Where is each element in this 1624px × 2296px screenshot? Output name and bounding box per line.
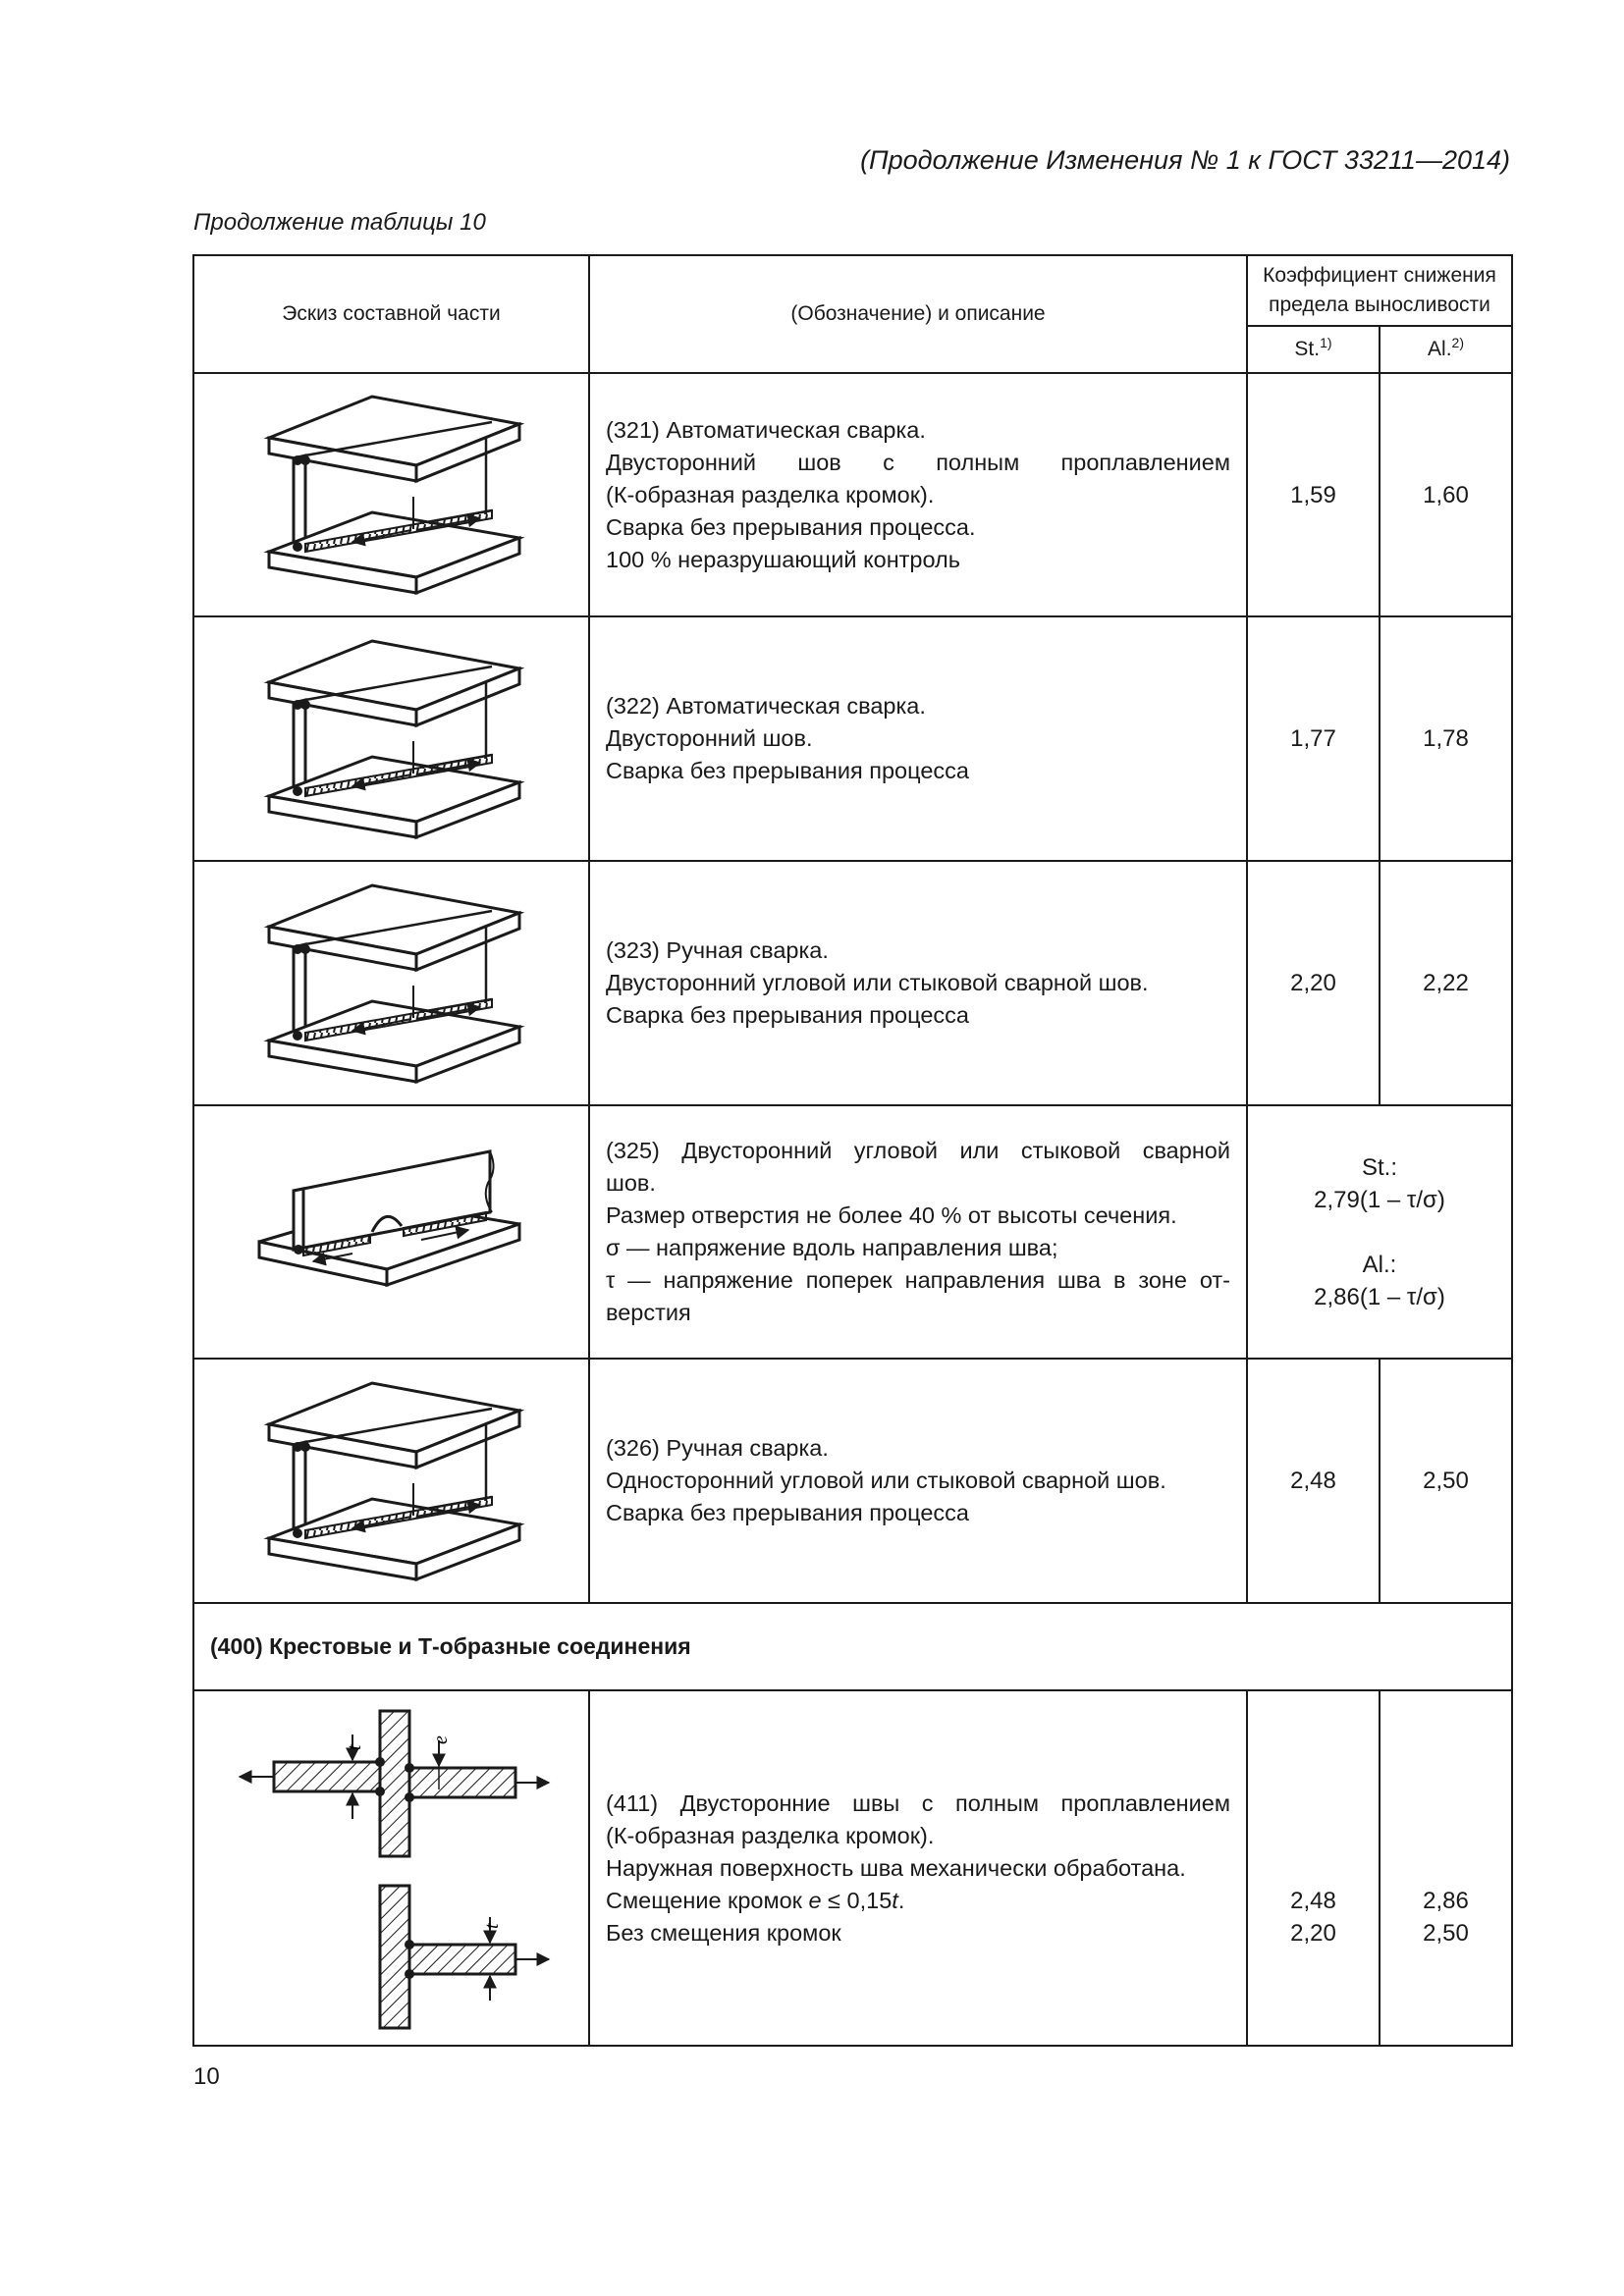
al-value: 2,50 bbox=[1380, 1359, 1512, 1603]
al-formula: 2,86(1 – τ/σ) bbox=[1314, 1283, 1445, 1310]
description-322: (322) Автоматическая сварка. Двусторонний шов. Сварка без прерывания процесса bbox=[589, 616, 1247, 861]
description-325: (325) Двусторонний угловой или стыковой сварной шов. Размер отверстия не более 40 % от высоты сечения. σ — напряжение вдоль направления шва; τ — напряжение поперек направления шва в зоне от- верстия bbox=[589, 1105, 1247, 1359]
ibeam-weld-sketch bbox=[195, 631, 588, 847]
table-row bbox=[193, 373, 1512, 616]
sketch-325 bbox=[193, 1105, 589, 1359]
table-row bbox=[193, 1105, 1512, 1359]
section-title: (400) Крестовые и Т-образные соединения bbox=[193, 1603, 1512, 1690]
web-hole-weld-sketch bbox=[195, 1134, 588, 1330]
header-coefficient: Коэффициент снижения предела выносливости bbox=[1247, 255, 1512, 326]
st-values-411: 2,48 2,20 bbox=[1247, 1690, 1380, 2046]
table-row bbox=[193, 1690, 1512, 2046]
description-326: (326) Ручная сварка. Односторонний угловой или стыковой сварной шов. Сварка без прерывания процесса bbox=[589, 1359, 1247, 1603]
ibeam-weld-sketch bbox=[195, 387, 588, 603]
al-value: 1,60 bbox=[1380, 373, 1512, 616]
al-value: 2,22 bbox=[1380, 861, 1512, 1105]
table-row bbox=[193, 616, 1512, 861]
al-value: 1,78 bbox=[1380, 616, 1512, 861]
sketch-321 bbox=[193, 373, 589, 616]
st-formula-label: St.: bbox=[1361, 1153, 1397, 1181]
label-t-lower: t bbox=[480, 1923, 503, 1929]
header-description: (Обозначение) и описание bbox=[589, 255, 1247, 373]
al-formula-label: Al.: bbox=[1362, 1251, 1397, 1278]
description-321: (321) Автоматическая сварка. Двусторонний шов с полным проплавлением (К-образная разделка кромок). Сварка без прерывания процесса. 100 % неразрушающий контроль bbox=[589, 373, 1247, 616]
page-number: 10 bbox=[193, 2063, 220, 2090]
header-sketch: Эскиз составной части bbox=[193, 255, 589, 373]
description-411: (411) Двусторонние швы с полным проплавлением (К-образная разделка кромок). Наружная поверхность шва механически обработана. Смещение кромок e ≤ 0,15t. Без смещения кромок bbox=[589, 1690, 1247, 2046]
offset-condition: Смещение кромок e ≤ 0,15t. bbox=[606, 1887, 905, 1913]
header-row-top bbox=[193, 255, 1512, 326]
label-t-upper: t bbox=[343, 1744, 365, 1750]
header-al: Al.$^{2)}$ bbox=[1380, 326, 1512, 373]
st-value: 1,59 bbox=[1247, 373, 1380, 616]
st-formula: 2,79(1 – τ/σ) bbox=[1314, 1186, 1445, 1213]
table-row bbox=[193, 1359, 1512, 1603]
sketch-322 bbox=[193, 616, 589, 861]
sketch-326 bbox=[193, 1359, 589, 1603]
cruciform-joint-sketch bbox=[195, 1701, 588, 2035]
header-st: St.$^{1)}$ bbox=[1247, 326, 1380, 373]
section-row bbox=[193, 1603, 1512, 1690]
ibeam-weld-sketch bbox=[195, 876, 588, 1092]
running-head: (Продолжение Изменения № 1 к ГОСТ 33211—2014) bbox=[860, 145, 1510, 175]
st-footnote-mark: 1) bbox=[1320, 335, 1332, 350]
label-e: e bbox=[429, 1735, 452, 1744]
sketch-323 bbox=[193, 861, 589, 1105]
st-value: 2,20 bbox=[1247, 861, 1380, 1105]
st-value: 1,77 bbox=[1247, 616, 1380, 861]
st-value: 2,48 bbox=[1247, 1359, 1380, 1603]
al-footnote-mark: 2) bbox=[1451, 335, 1464, 350]
coefficient-formula-cell bbox=[1247, 1105, 1512, 1359]
table-row bbox=[193, 861, 1512, 1105]
table-caption: Продолжение таблицы 10 bbox=[193, 209, 486, 236]
sketch-411 bbox=[193, 1690, 589, 2046]
al-values-411: 2,86 2,50 bbox=[1380, 1690, 1512, 2046]
description-323: (323) Ручная сварка. Двусторонний угловой или стыковой сварной шов. Сварка без прерывания процесса bbox=[589, 861, 1247, 1105]
coefficient-table bbox=[192, 254, 1513, 2047]
ibeam-weld-sketch bbox=[195, 1373, 588, 1589]
